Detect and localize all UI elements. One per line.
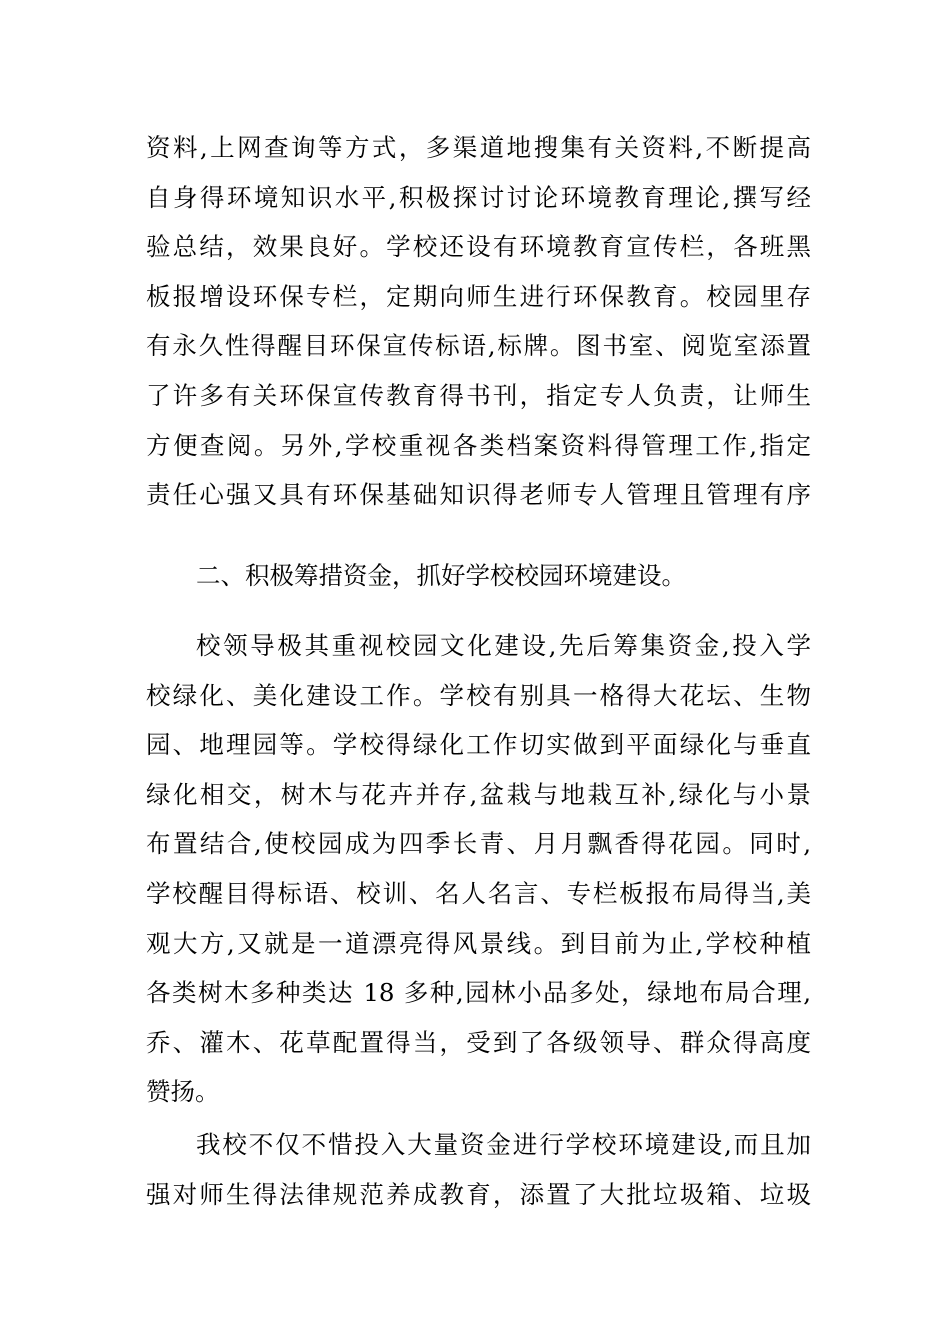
text-line: 自身得环境知识水平,积极探讨讨论环境教育理论,撰写经 xyxy=(146,182,811,212)
text-line: 有永久性得醒目环保宣传标语,标牌。图书室、阅览室添置 xyxy=(146,331,811,361)
paragraph-environment-education xyxy=(146,123,811,520)
paragraph-legal-education xyxy=(146,1120,811,1219)
text-line: 验总结，效果良好。学校还设有环境教育宣传栏，各班黑 xyxy=(146,232,811,262)
text-line: 方便查阅。另外,学校重视各类档案资料得管理工作,指定 xyxy=(146,430,811,460)
text-line: 赞扬。 xyxy=(146,1077,220,1107)
text-line: 学校醒目得标语、校训、名人名言、专栏板报布局得当,美 xyxy=(146,878,811,908)
text-line: 强对师生得法律规范养成教育，添置了大批垃圾箱、垃圾 xyxy=(146,1179,811,1209)
text-line: 校领导极其重视校园文化建设,先后筹集资金,投入学 xyxy=(196,631,811,660)
text-line: 观大方,又就是一道漂亮得风景线。到目前为止,学校种植 xyxy=(146,928,811,958)
text-line: 资料,上网查询等方式，多渠道地搜集有关资料,不断提高 xyxy=(146,133,811,162)
text-line: 校绿化、美化建设工作。学校有别具一格得大花坛、生物 xyxy=(146,680,811,710)
text-line: 板报增设环保专栏，定期向师生进行环保教育。校园里存 xyxy=(146,281,811,311)
text-line: 园、地理园等。学校得绿化工作切实做到平面绿化与垂直 xyxy=(146,730,811,760)
paragraph-campus-greening xyxy=(146,621,811,1117)
text-line: 布置结合,使校园成为四季长青、月月飘香得花园。同时, xyxy=(146,829,811,859)
section-heading: 二、积极筹措资金，抓好学校校园环境建设。 xyxy=(196,561,686,590)
text-line: 绿化相交，树木与花卉并存,盆栽与地栽互补,绿化与小景 xyxy=(146,779,811,809)
text-line: 了许多有关环保宣传教育得书刊，指定专人负责，让师生 xyxy=(146,380,811,410)
text-line: 责任心强又具有环保基础知识得老师专人管理且管理有序 xyxy=(146,480,811,510)
text-line: 各类树木多种类达 18 多种,园林小品多处，绿地布局合理, xyxy=(146,978,811,1008)
text-line: 我校不仅不惜投入大量资金进行学校环境建设,而且加 xyxy=(196,1130,811,1159)
text-line: 乔、灌木、花草配置得当，受到了各级领导、群众得高度 xyxy=(146,1027,811,1057)
